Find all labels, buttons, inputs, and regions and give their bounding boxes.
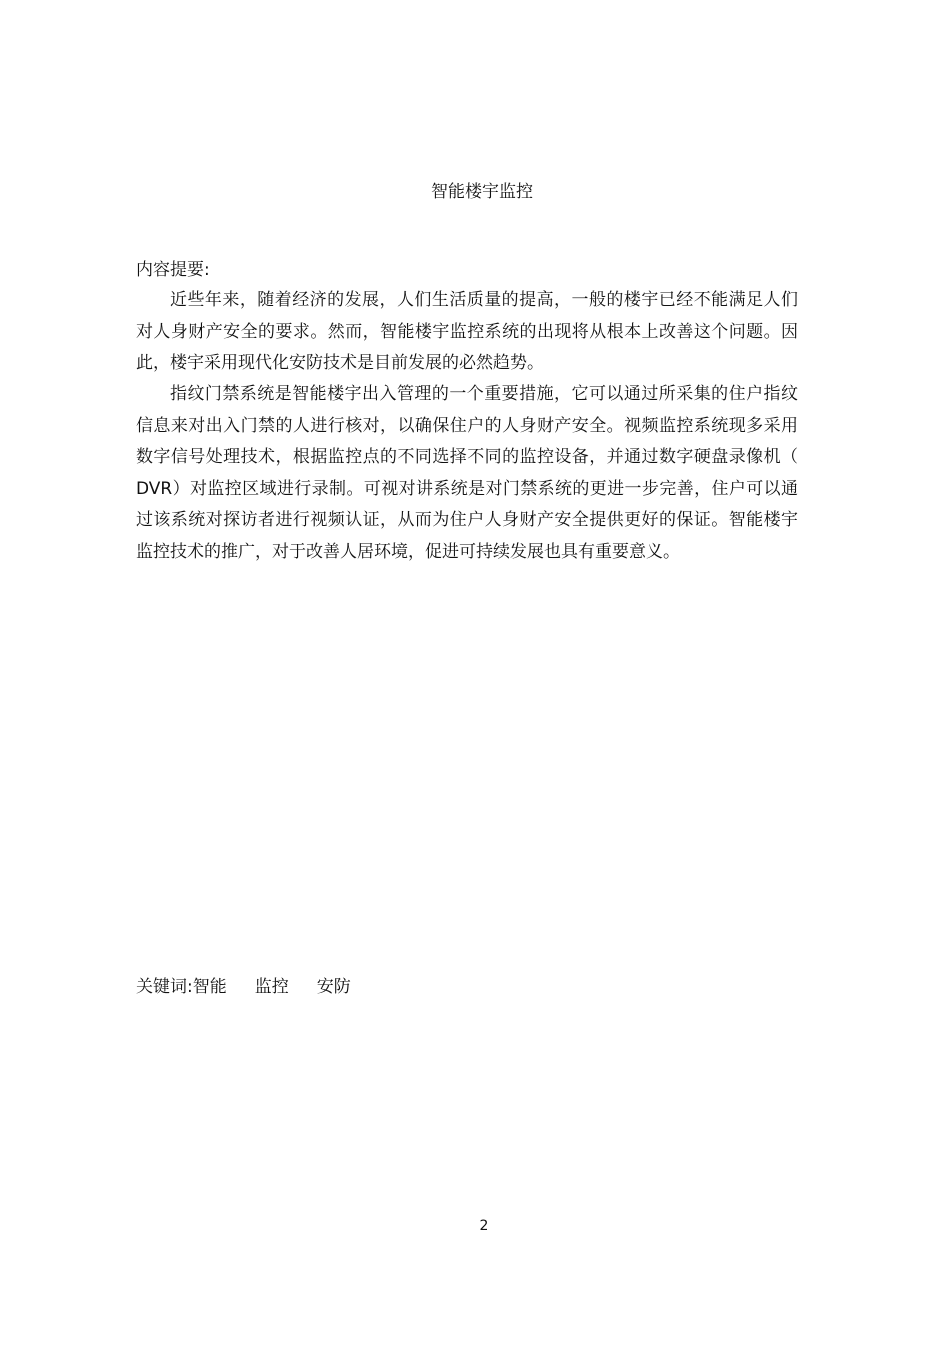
page-number: 2 — [479, 1218, 489, 1234]
keywords-line — [136, 975, 351, 999]
keyword-1: 智能 — [192, 977, 227, 997]
abstract-label: 内容提要: — [136, 260, 210, 280]
keywords-label: 关键词: — [136, 977, 193, 997]
abstract-paragraph-1: 近些年来，随着经济的发展，人们生活质量的提高，一般的楼宇已经不能满足人们对人身财产安全的要求。然而，智能楼宇监控系统的出现将从根本上改善这个问题。因此，楼宇采用现代化安防技术是目前发展的必然趋势。 — [136, 290, 798, 373]
keyword-2: 监控 — [254, 977, 289, 997]
abstract-paragraph-2: 指纹门禁系统是智能楼宇出入管理的一个重要措施，它可以通过所采集的住户指纹信息来对出入门禁的人进行核对，以确保住户的人身财产安全。视频监控系统现多采用数字信号处理技术，根据监控点的不同选择不同的监控设备，并通过数字硬盘录像机（ DVR）对监控区域进行录制。可视对讲系统是对门禁系统的更进一步完善，住户可以通过该系统对探访者进行视频认证，从而为住户人身财产安全提供更好的保证。智能楼宇监控技术的推广，对于改善人居环境，促进可持续发展也具有重要意义。 — [136, 384, 798, 562]
page-title: 智能楼宇监控 — [431, 182, 533, 202]
keyword-3: 安防 — [316, 977, 351, 997]
